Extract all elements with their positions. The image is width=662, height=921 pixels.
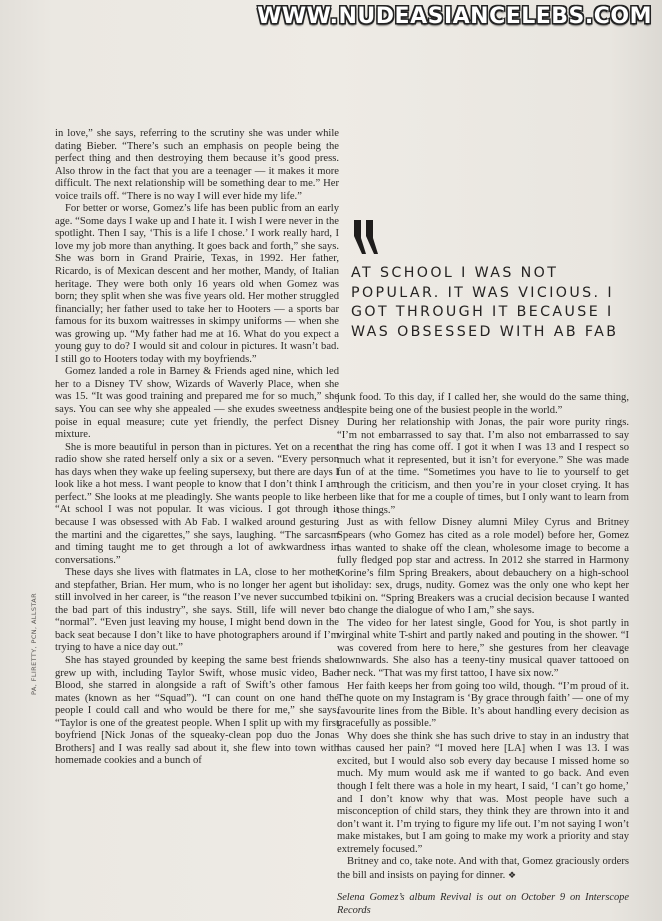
article-left-column [55,128,339,768]
paragraph: Her faith keeps her from going too wild, though. “I’m proud of it. The quote on my Instagram is ‘By grace through faith’ — one of my favourite lines from the Bible. It’s about handling every decision as gracefully as possible.” [337,680,629,730]
pull-quote: AT SCHOOL I WAS NOT POPULAR. IT WAS VICIOUS. I GOT THROUGH IT BECAUSE I WAS OBSESSED WITH AB FAB [351,265,619,340]
paragraph: She has stayed grounded by keeping the same best friends she grew up with, including Taylor Swift, whose music video, Bad Blood, she starred in alongside a raft of Swift’s other famous mates (known as her “Squad”). “I can count on one hand the people I could call and who would be there for me,” she says. “Taylor is one of the greatest people. When I split up with my first boyfriend [Nick Jonas of the squeaky-clean pop duo the Jonas Brothers] and I was really sad about it, she flew into town with homemade cookies and a bunch of [55,654,339,767]
paragraph: in love,” she says, referring to the scrutiny she was under while dating Bieber. “There’s such an emphasis on people being the perfect thing and then destroying them because it’s good press. Also throw in the fact that you are a teenager — it makes it more difficult. The next relationship will be something dear to me.” Her voice trails off. “There is no way I will ever hide my life.” [55,128,339,202]
paragraph-text: Britney and co, take note. And with that, Gomez graciously orders the bill and insists on paying for dinner. [337,856,629,881]
album-caption: Selena Gomez’s album Revival is out on October 9 on Interscope Records [337,892,629,916]
final-paragraph [337,856,629,882]
quote-mark-icon [352,218,378,256]
article-right-column [337,392,629,917]
paragraph: Why does she think she has such drive to stay in an industry that has caused her pain? “I moved here [LA] when I was 13. I was excited, but I would also sob every day because I missed home so much. My mum would ask me if wanted to go back. And even though I felt there was a hole in my heart, I said, ‘I can’t go home,’ and I don’t know why that was. Most people have such a misconception of child stars, they think they are thrown into it and don’t want it. I’m trying to figure my life out. I’m not saying I won’t make mistakes, but I am going to make my work a priority and stay extremely focused.” [337,730,629,855]
paragraph: Just as with fellow Disney alumni Miley Cyrus and Britney Spears (who Gomez has cited as a role model) before her, Gomez has wanted to shake off the clean, wholesome image to become a fully fledged pop star and actress. In 2012 she starred in Harmony Korine’s film Spring Breakers, about debauchery on a high-school holiday: sex, drugs, nudity. Gomez was the only one who kept her bikini on. “Spring Breakers was a crucial decision because I wanted to change the dialogue of who I am,” she says. [337,517,629,617]
paragraph: The video for her latest single, Good for You, is shot partly in virginal white T-shirt and partly naked and pouting in the shower. “I was covered from here to here,” she gestures from her cleavage downwards. She also has a teeny-tiny musical quaver tattooed on her neck. “That was my first tattoo, I have six now.” [337,617,629,680]
photo-credit: PA, FLIRETTY, PCN, ALLSTAR [30,592,38,695]
paragraph: During her relationship with Jonas, the pair wore purity rings. “I’m not embarrassed to say that. I’m also not embarrassed to say that the ring has come off. I got it when I was 13 and I respect so much what it represented, but it isn’t for everyone.” She was made fun of at the time. “Sometimes you have to lie to yourself to get through the criticism, and then you’re in your closet crying. It has been like that for me a couple of times, but I only want to learn from those things.” [337,417,629,516]
watermark: WWW.NUDEASIANCELEBS.COM [257,4,652,29]
paragraph: These days she lives with flatmates in LA, close to her mother and stepfather, Brian. Her mum, who is no longer her agent but is still involved in her career, is “the reason I’ve never succumbed to the bad part of this industry”, she says. Still, life will never be “normal”. “Even just leaving my house, I might bend down in the back seat because I don’t like to have photographers around if I’m trying to have a nice day out.” [55,567,339,654]
paragraph: junk food. To this day, if I called her, she would do the same thing, despite being one of the busiest people in the world.” [337,392,629,416]
paragraph: Gomez landed a role in Barney & Friends aged nine, which led her to a Disney TV show, Wizards of Waverly Place, when she was 15. “It was good training and prepared me for so much,” she says. You can see why she appealed — she exudes sweetness and poise in equal measure; cute yet friendly, the perfect Disney mixture. [55,366,339,441]
paragraph: For better or worse, Gomez’s life has been public from an early age. “Some days I wake up and I hate it. I wish I were never in the spotlight. Then I say, ‘This is a life I chose.’ I work really hard, I love my job more than anything. It goes back and forth,” she says. She was born in Grand Prairie, Texas, in 1992. Her father, Ricardo, is of Mexican descent and her mother, Mandy, of Italian heritage. They were both only 16 years old when Gomez was born; they split when she was five years old. Her mother struggled financially; her father used to take her to Hooters — a sports bar famous for its buxom waitresses in skimpy uniforms — when she was growing up. “My father had me at 16. What do you expect a young guy to do? I would sit and colour in pictures. It wasn’t bad. I still go to Hooters today with my boyfriends.” [55,203,339,365]
paragraph: She is more beautiful in person than in pictures. Yet on a recent radio show she rated herself only a six or a seven. “Every person has days when they wake up feeling supersexy, but there are days I look like a hot mess. I want people to know that I don’t think I am perfect.” She looks at me pleadingly. She wants people to like her. “At school I was not popular. It was vicious. I got through it because I was obsessed with Ab Fab. I walked around gesturing the martini and the cigarettes,” she says, laughing. “The sarcasm and timing taught me to get through a lot of awkwardness in conversations.” [55,441,339,566]
end-mark-icon: ❖ [507,869,517,880]
